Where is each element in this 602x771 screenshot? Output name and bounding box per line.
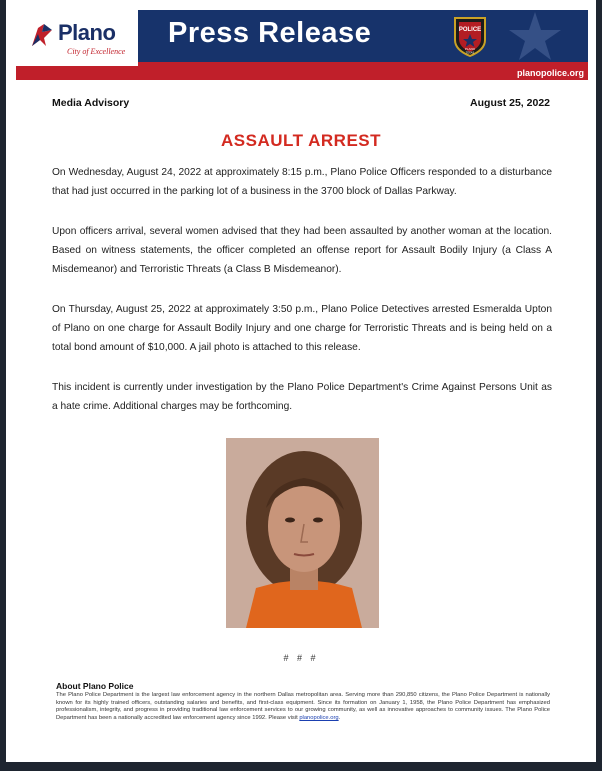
plano-star-icon (28, 20, 58, 50)
org-name: Plano (58, 20, 116, 45)
press-release-page (6, 0, 596, 762)
banner-title: Press Release (168, 17, 372, 49)
end-mark: # # # (283, 653, 319, 663)
advisory-type: Media Advisory (52, 97, 130, 109)
org-tagline: City of Excellence (67, 47, 126, 56)
header (6, 0, 596, 82)
release-date: August 25, 2022 (470, 97, 550, 109)
about-heading: About Plano Police (56, 681, 134, 691)
release-title: ASSAULT ARREST (221, 131, 381, 150)
badge-state: TEXAS (465, 51, 475, 55)
star-watermark-icon (506, 10, 564, 62)
mugshot-image (226, 438, 379, 628)
about-website-link[interactable]: planopolice.org (299, 714, 339, 721)
police-badge-icon (451, 14, 489, 58)
about-tail: . (338, 714, 341, 721)
paragraph-1: On Wednesday, August 24, 2022 at approximately 8:15 p.m., Plano Police Officers responded to a disturbance that had just occurred in the parking lot of a business in the 3700 block of Dallas Parkway. (52, 167, 552, 197)
jail-photo (226, 438, 379, 628)
badge-text: POLICE (458, 27, 482, 33)
badge-city: PLANO (464, 47, 476, 51)
paragraph-4: This incident is currently under investigation by the Plano Police Department's Crime Against Persons Unit as a hate crime. Additional charges may be forthcoming. (52, 382, 552, 412)
paragraph-3: On Thursday, August 25, 2022 at approximately 3:50 p.m., Plano Police Detectives arrested Esmeralda Upton of Plano on one charge for Assault Bodily Injury and one charge for Terroristic Threats and is being held on a total bond amount of $10,000. A jail photo is attached to this release. (52, 304, 552, 353)
about-body: The Plano Police Department is the largest law enforcement agency in the northern Dallas metropolitan area. Serving more than 290,850 citizens, the Plano Police Department is nationally known for its highly trained officers, outstanding salaries and benefits, and first-class equipment. Since its formation on January 1, 1958, the Plano Police Department has emphasized professionalism, integrity, and progress in providing traditional law enforcement services to our growing community, as well as innovative approaches to community issues. The Plano Police Department has been a nationally accredited law enforcement agency since 1992. Please visit (56, 692, 550, 721)
banner-red-strip (16, 66, 588, 80)
about-body-block (56, 692, 550, 722)
press-release-banner (138, 10, 588, 68)
plano-logo (28, 18, 138, 62)
website-link[interactable]: planopolice.org (516, 68, 584, 78)
paragraph-2: Upon officers arrival, several women advised that they had been assaulted by another woman at the location. Based on witness statements, the officer completed an offense report for Assault Bodily Injury (a Class A Misdemeanor) and Terroristic Threats (a Class B Misdemeanor). (52, 226, 552, 275)
